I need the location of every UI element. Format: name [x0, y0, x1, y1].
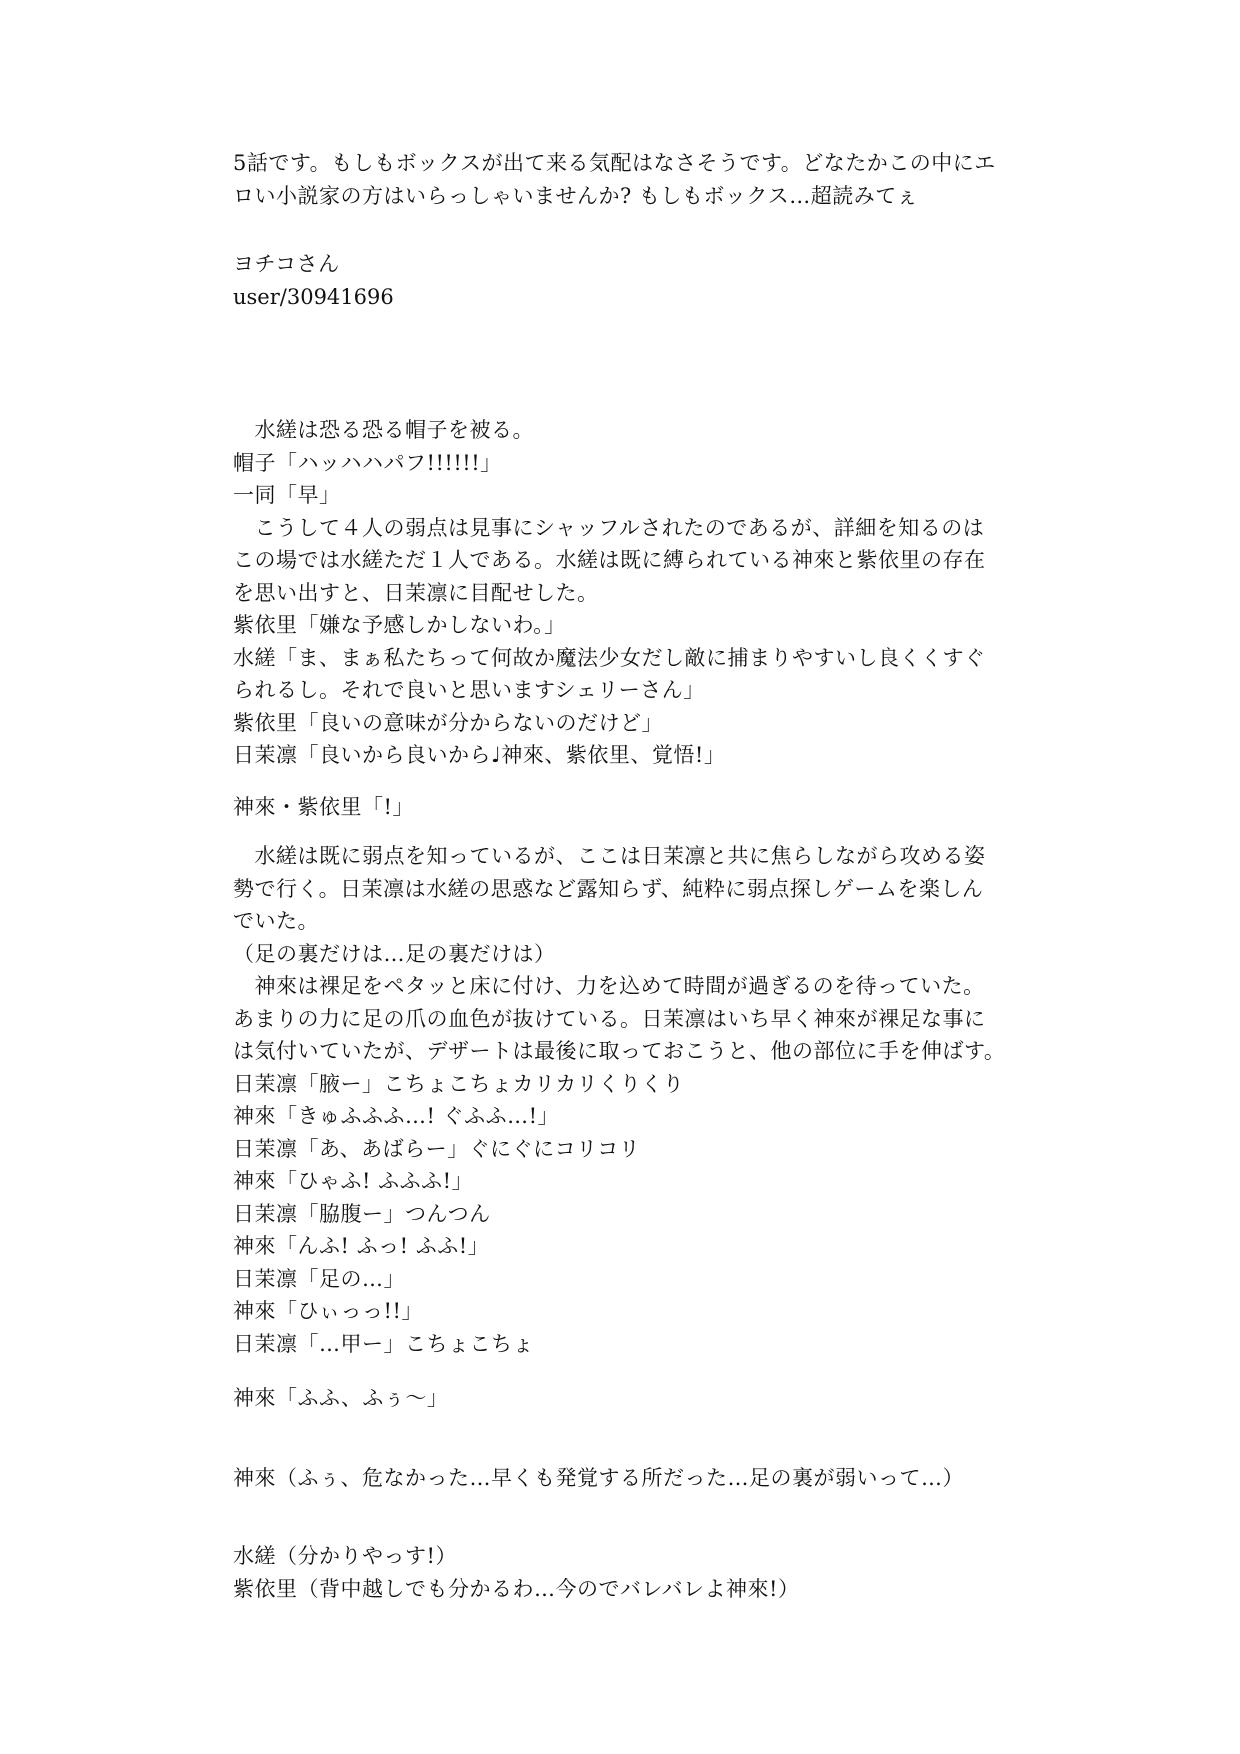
story-line: 日茉凛「足の…」 [233, 1266, 405, 1291]
credit [233, 248, 1013, 313]
story-line: 水縒は既に弱点を知っているが、ここは日茉凛と共に焦らしながら攻める姿 [233, 844, 986, 868]
story-line: 日茉凛「…甲ー」こちょこちょ [233, 1331, 534, 1356]
story-line: （足の裏だけは…足の裏だけは） [233, 941, 556, 966]
story-line: 水縒は恐る恐る帽子を被る。 [233, 418, 534, 442]
story-section-5 [233, 1462, 1013, 1495]
story-line: 帽子「ハッハハパフ!!!!!!」 [233, 450, 502, 475]
story-line: 一同「早」 [233, 483, 341, 507]
story-section-4 [233, 1382, 1013, 1415]
author-note-line: ロい小説家の方はいらっしゃいませんか? もしもボックス…超読みてぇ [233, 183, 919, 208]
story-line: 神來「ひぃっっ!!」 [233, 1299, 423, 1323]
story-line: は気付いていたが、デザートは最後に取っておこうと、他の部位に手を伸ばす。 [233, 1039, 1006, 1063]
story-line: 神來「んふ! ふっ! ふふ!」 [233, 1234, 490, 1258]
story-line: 紫依里「嫌な予感しかしないわ。」 [233, 613, 566, 637]
story-section-6 [233, 1540, 1013, 1605]
story-line: でいた。 [233, 909, 319, 933]
story-line: あまりの力に足の爪の血色が抜けている。日茉凛はいち早く神來が裸足な事に [233, 1006, 986, 1031]
author-note-line: 5話です。もしもボックスが出て来る気配はなさそうです。どなたかこの中にエ [233, 151, 996, 175]
author-note [233, 147, 1013, 212]
story-section-2 [233, 791, 1013, 824]
story-line: 紫依里（背中越しでも分かるわ…今のでバレバレよ神來!） [233, 1576, 800, 1601]
credit-user-id: user/30941696 [233, 284, 394, 309]
story-line: 水縒（分かりやっす!） [233, 1544, 457, 1568]
story-line: 神來「きゅふふふ…! ぐふふ…!」 [233, 1104, 560, 1128]
story-line: こうして４人の弱点は見事にシャッフルされたのであるが、詳細を知るのは [233, 515, 985, 540]
story-line: を思い出すと、日茉凛に目配せした。 [233, 580, 599, 605]
credit-name: ヨチコさん [233, 252, 340, 276]
story-line: 日茉凛「良いから良いから♩神來、紫依里、覚悟!」 [233, 743, 726, 767]
story-line: られるし。それで良いと思いますシェリーさん」 [233, 678, 705, 702]
story-line: 神來は裸足をペタッと床に付け、力を込めて時間が過ぎるのを待っていた。 [233, 974, 985, 998]
document-page [233, 0, 1013, 1754]
story-line: 日茉凛「脇腹ー」つんつん [233, 1201, 491, 1226]
story-section-1 [233, 414, 1013, 772]
story-line: この場では水縒ただ１人である。水縒は既に縛られている神來と紫依里の存在 [233, 548, 986, 572]
story-section-3 [233, 840, 1013, 1360]
story-line: 日茉凛「あ、あばらー」ぐにぐにコリコリ [233, 1136, 641, 1161]
story-line: 神來「ふふ、ふぅ〜」 [233, 1386, 449, 1410]
story-line: 神來「ひゃふ! ふふふ!」 [233, 1169, 474, 1193]
story-line: 紫依里「良いの意味が分からないのだけど」 [233, 710, 663, 735]
story-line: 日茉凛「腋ー」こちょこちょカリカリくりくり [233, 1071, 685, 1096]
story-line: 神來（ふぅ、危なかった…早くも発覚する所だった…足の裏が弱いって…） [233, 1466, 964, 1490]
story-line: 勢で行く。日茉凛は水縒の思惑など露知らず、純粋に弱点探しゲームを楽しん [233, 876, 984, 901]
story-line: 神來・紫依里「!」 [233, 795, 414, 819]
story-line: 水縒「ま、まぁ私たちって何故か魔法少女だし敵に捕まりやすいし良くくすぐ [233, 645, 986, 670]
